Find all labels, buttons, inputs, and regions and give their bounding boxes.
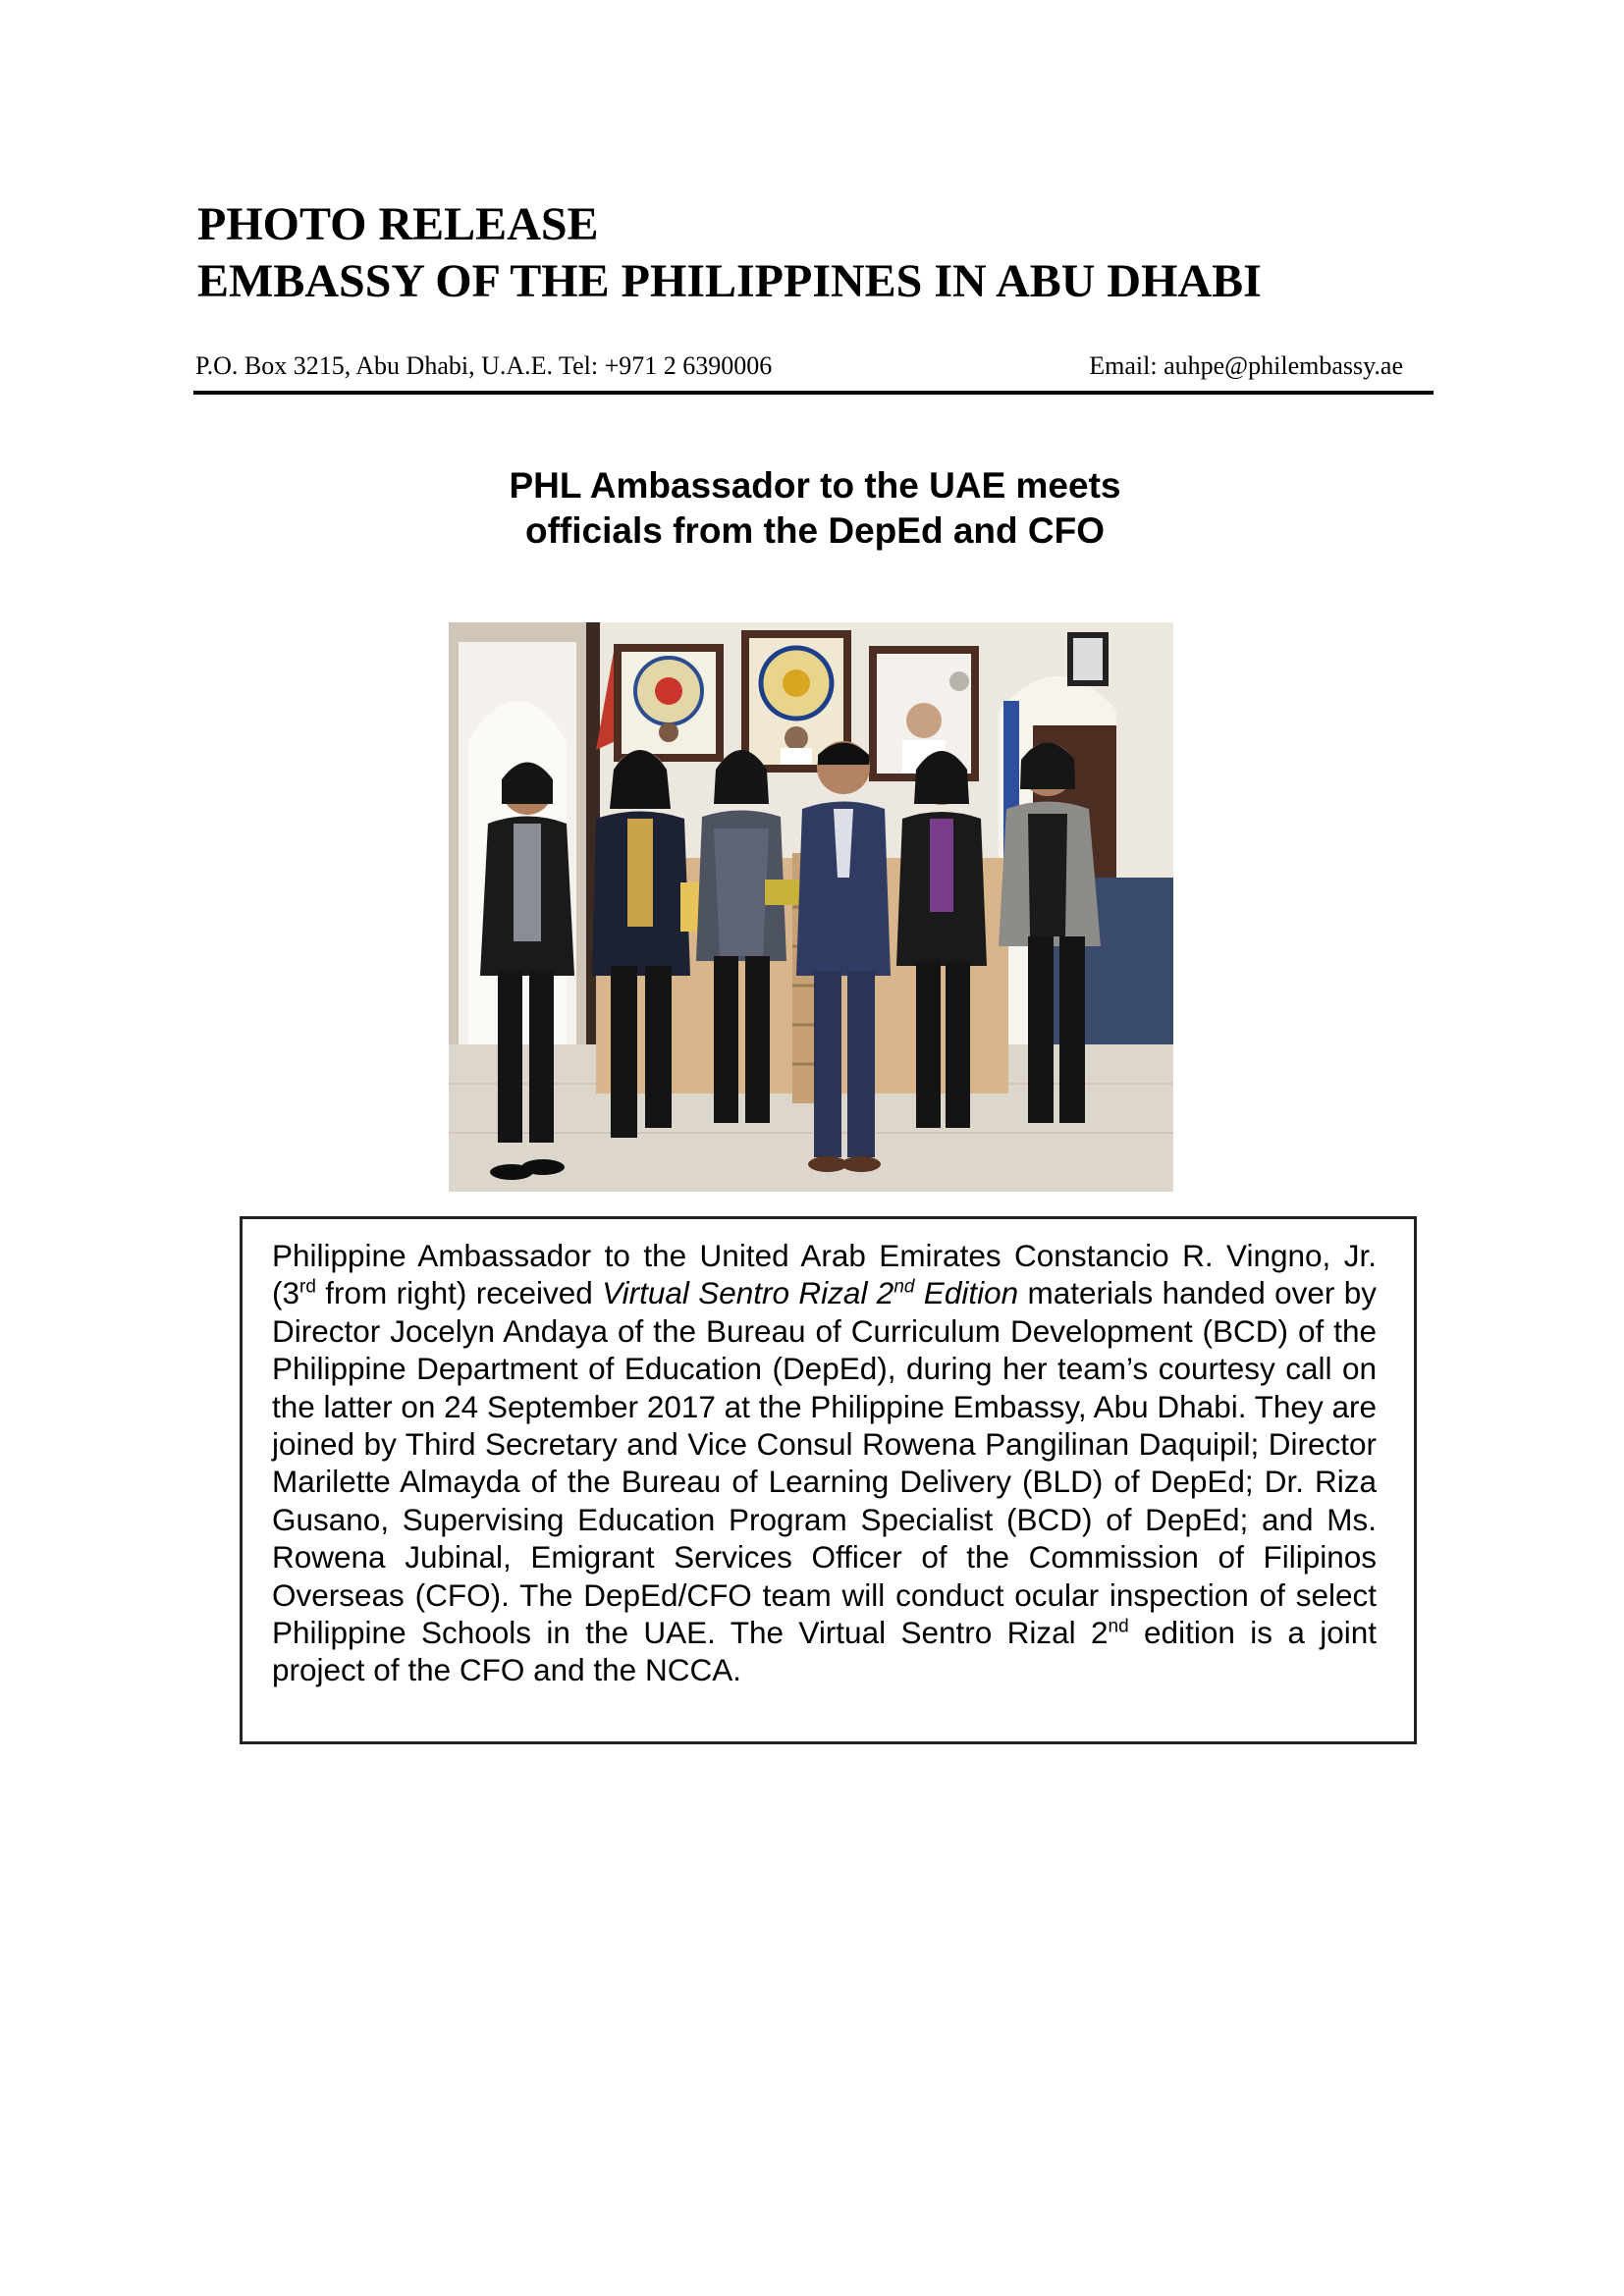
article-headline: [295, 463, 1335, 554]
portrait-frame-left: [614, 644, 724, 762]
caption-text: [272, 1237, 1377, 1689]
caption-superscript-rd: rd: [299, 1276, 316, 1298]
embassy-address: P.O. Box 3215, Abu Dhabi, U.A.E. Tel: +971 2 6390006: [195, 351, 773, 380]
release-title-line1: PHOTO RELEASE: [197, 198, 599, 250]
caption-part-3: materials handed over by Director Jocelyn Andaya of the Bureau of Curriculum Development (BCD) of the Philippine Department of Education (DepEd), during her team’s courtesy call on the latter on 24 September 2017 at the Philippine Embassy, Abu Dhabi. They are joined by Third Secretary and Vice Consul Rowena Pangilinan Daquipil; Director Marilette Almayda of the Bureau of Learning Delivery (BLD) of DepEd; Dr. Riza Gusano, Supervising Education Program Specialist (BCD) of DepEd; and Ms. Rowena Jubinal, Emigrant Services Officer of the Commission of Filipinos Overseas (CFO). The DepEd/CFO team will conduct ocular inspection of select Philippine Schools in the UAE. The Virtual Sentro Rizal 2: [272, 1275, 1377, 1651]
headline-line2: officials from the DepEd and CFO: [525, 510, 1105, 551]
group-photo-illustration: [449, 622, 1173, 1192]
caption-italic-title: [602, 1275, 1018, 1310]
caption-part-2: from right) received: [315, 1275, 603, 1311]
caption-italic-part-2: Edition: [914, 1275, 1019, 1311]
release-title: [197, 196, 1474, 310]
caption-superscript-nd-italic: nd: [893, 1276, 915, 1298]
caption-part-4: edition is a joint project of the CFO and the NCCA.: [272, 1615, 1377, 1688]
caption-superscript-nd: nd: [1108, 1616, 1129, 1637]
caption-italic-part-1: Virtual Sentro Rizal 2: [602, 1275, 894, 1311]
contact-row: [195, 351, 1403, 381]
embassy-email: Email: auhpe@philembassy.ae: [1089, 351, 1403, 380]
headline-line1: PHL Ambassador to the UAE meets: [509, 465, 1121, 506]
release-title-line2: EMBASSY OF THE PHILIPPINES IN ABU DHABI: [197, 255, 1262, 307]
caption-box: [240, 1216, 1417, 1744]
group-photo: [449, 622, 1173, 1192]
caption-part-1: Philippine Ambassador to the United Arab Emirates Constancio R. Vingno, Jr. (3: [272, 1238, 1377, 1311]
header-divider: [193, 391, 1434, 395]
